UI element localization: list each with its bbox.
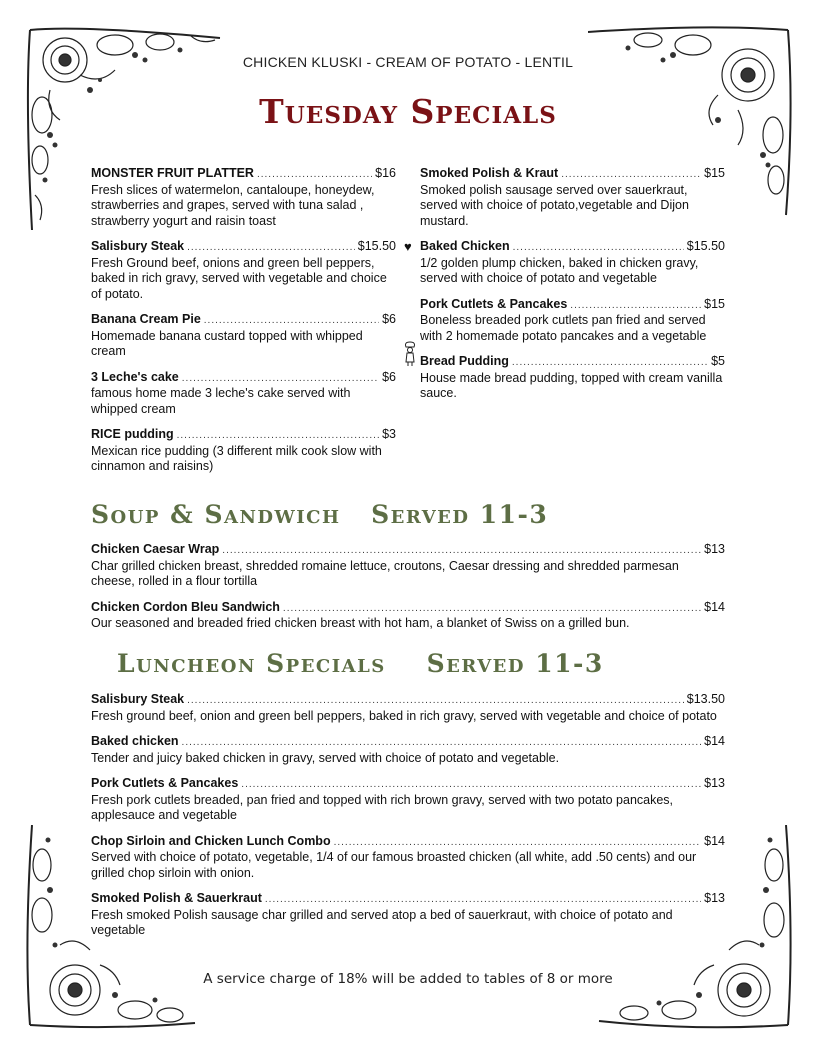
item-price: $15.50 <box>686 239 725 253</box>
item-name: Pork Cutlets & Pancakes <box>91 776 239 790</box>
menu-item <box>91 239 396 302</box>
item-description: Homemade banana custard topped with whipped cream <box>91 328 363 358</box>
leader-dots <box>222 543 701 559</box>
item-name: Chicken Cordon Bleu Sandwich <box>91 599 280 614</box>
chef-icon <box>403 341 417 367</box>
item-description: Fresh slices of watermelon, cantaloupe, honeydew, strawberries and grapes, served with tuna salad , strawberry yogurt and raisin toast <box>91 182 375 228</box>
item-description: Fresh smoked Polish sausage char grilled and served atop a bed of sauerkraut, with choice of potato and vegetable <box>91 907 673 937</box>
item-price: $13.50 <box>686 692 725 706</box>
item-name: Banana Cream Pie <box>91 312 201 326</box>
item-price: $13 <box>704 776 725 790</box>
item-price: $15 <box>704 166 725 180</box>
leader-dots <box>204 313 379 329</box>
menu-item <box>404 239 725 287</box>
item-name: Pork Cutlets & Pancakes <box>420 296 568 311</box>
item-description: Fresh ground beef, onion and green bell peppers, baked in rich gravy, served with vegetable and choice of potato <box>91 708 717 723</box>
soup-sandwich-title: Soup & Sandwich Served 11-3 <box>91 500 549 529</box>
leader-dots <box>513 240 684 256</box>
menu-item <box>91 891 725 939</box>
item-price: $15.50 <box>357 239 396 253</box>
item-name: RICE pudding <box>91 427 174 441</box>
item-price: $14 <box>704 833 725 848</box>
service-charge-note: A service charge of 18% will be added to tables of 8 or more <box>203 971 613 987</box>
tuesday-specials-title: Tuesday Specials <box>259 92 557 131</box>
item-description: Smoked polish sausage served over sauerkraut, served with choice of potato,vegetable and Dijon mustard. <box>420 182 689 228</box>
item-price: $3 <box>382 427 396 441</box>
item-name: 3 Leche's cake <box>91 369 179 384</box>
menu-item <box>91 312 396 360</box>
leader-dots <box>257 167 372 183</box>
luncheon-specials-title: Luncheon Specials Served 11-3 <box>117 649 604 678</box>
item-price: $14 <box>704 599 725 614</box>
item-name: Smoked Polish & Sauerkraut <box>91 891 262 905</box>
leader-dots <box>561 167 701 183</box>
soup-sandwich-list <box>91 542 725 642</box>
item-description: House made bread pudding, topped with cream vanilla sauce. <box>420 370 723 400</box>
menu-item <box>420 354 725 402</box>
item-name: Salisbury Steak <box>91 692 185 706</box>
leader-dots <box>570 298 701 314</box>
menu-item <box>91 370 396 418</box>
menu-item <box>91 734 725 766</box>
item-name: Chicken Caesar Wrap <box>91 542 220 556</box>
item-name: Baked chicken <box>91 734 179 748</box>
item-description: Boneless breaded pork cutlets pan fried and served with 2 homemade potato pancakes and a vegetable <box>420 313 707 343</box>
tuesday-right-column <box>404 166 725 412</box>
menu-item <box>91 427 396 475</box>
item-name: Smoked Polish & Kraut <box>420 166 559 180</box>
item-description: Mexican rice pudding (3 different milk cook slow with cinnamon and raisins) <box>91 443 382 473</box>
item-name: Bread Pudding <box>420 354 509 368</box>
leader-dots <box>334 835 702 851</box>
menu-item <box>420 297 725 345</box>
item-price: $13 <box>704 542 725 556</box>
menu-item <box>91 834 725 882</box>
item-description: Fresh pork cutlets breaded, pan fried and topped with rich brown gravy, served with two potato pancakes, applesauce and vegetable <box>91 792 674 822</box>
menu-item <box>91 692 725 724</box>
item-name: Chop Sirloin and Chicken Lunch Combo <box>91 833 331 848</box>
item-price: $16 <box>375 166 396 180</box>
item-name: Baked Chicken <box>420 239 510 253</box>
leader-dots <box>241 777 701 793</box>
menu-item <box>91 600 725 632</box>
leader-dots <box>182 735 702 751</box>
item-description: Tender and juicy baked chicken in gravy, served with choice of potato and vegetable. <box>91 750 560 765</box>
leader-dots <box>182 371 379 387</box>
item-description: Fresh Ground beef, onions and green bell peppers, baked in rich gravy, served with vegetable and choice of potato. <box>91 255 387 301</box>
leader-dots <box>512 355 708 371</box>
menu-item <box>420 166 725 229</box>
soup-of-the-day: CHICKEN KLUSKI - CREAM OF POTATO - LENTIL <box>242 54 574 70</box>
item-description: Served with choice of potato, vegetable, 1/4 of our famous broasted chicken (all white, add .50 cents) and our grilled chop sirloin with onion. <box>91 850 697 880</box>
item-name: MONSTER FRUIT PLATTER <box>91 166 254 180</box>
item-description: famous home made 3 leche's cake served with whipped cream <box>91 386 351 416</box>
heart-icon: ♥ <box>404 239 412 254</box>
tuesday-left-column <box>91 166 396 485</box>
item-description: 1/2 golden plump chicken, baked in chicken gravy, served with choice of potato and vegetable <box>420 255 699 285</box>
leader-dots <box>283 601 701 617</box>
item-name: Salisbury Steak <box>91 239 185 253</box>
menu-item <box>91 166 396 229</box>
item-price: $14 <box>704 734 725 748</box>
menu-item <box>91 542 725 590</box>
leader-dots <box>187 240 355 256</box>
item-price: $6 <box>382 312 396 326</box>
item-price: $5 <box>711 354 725 368</box>
menu-item <box>91 776 725 824</box>
item-price: $15 <box>704 296 725 311</box>
item-description: Our seasoned and breaded fried chicken breast with hot ham, a blanket of Swiss on a grilled bun. <box>91 616 630 630</box>
luncheon-list <box>91 692 725 949</box>
item-price: $6 <box>382 369 396 384</box>
item-price: $13 <box>704 891 725 905</box>
item-description: Char grilled chicken breast, shredded romaine lettuce, croutons, Caesar dressing and shredded parmesan cheese, rolled in a flour tortilla <box>91 558 679 588</box>
leader-dots <box>187 693 684 709</box>
leader-dots <box>177 428 379 444</box>
leader-dots <box>265 892 701 908</box>
